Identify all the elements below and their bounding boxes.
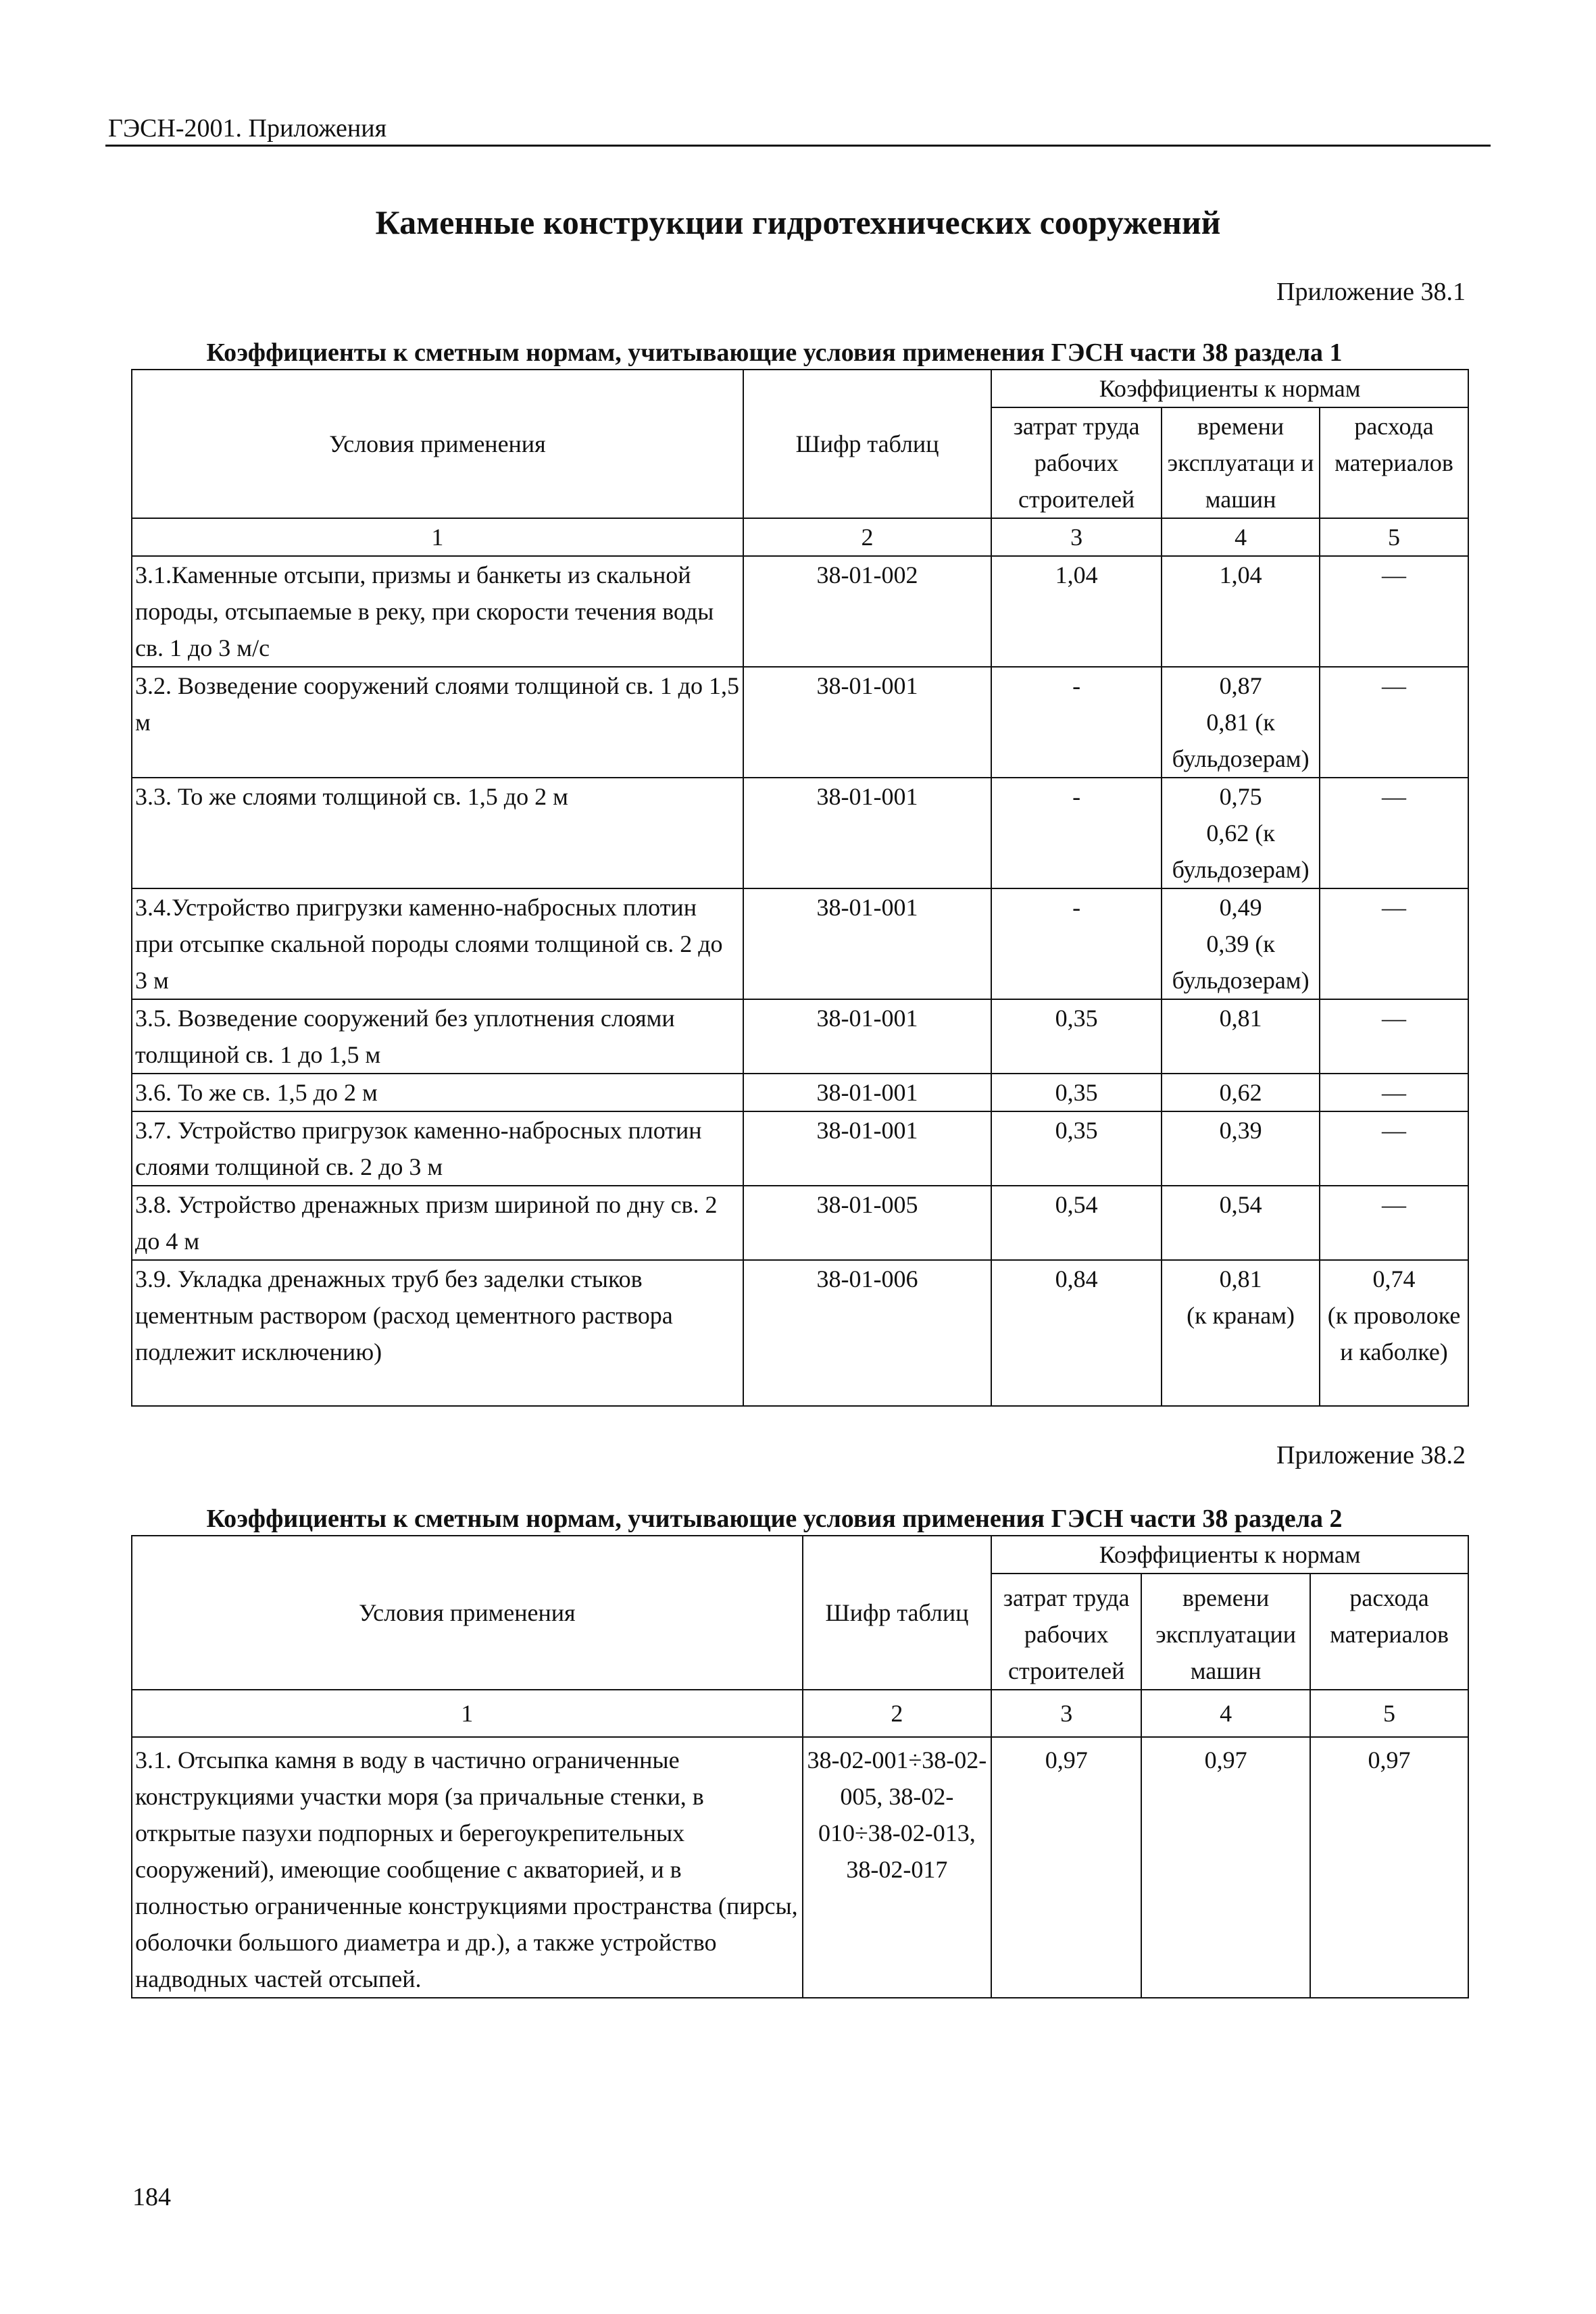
cell-materials: 0,97 [1310,1737,1468,1998]
cell-labor: 0,35 [991,999,1162,1074]
column-number: 3 [991,518,1162,556]
page-title: Каменные конструкции гидротехнических сооружений [375,203,1221,241]
cell-machines: 1,04 [1162,556,1320,667]
cell-materials: — [1320,1074,1468,1111]
table-row [132,556,1468,667]
cell-code: 38-01-001 [743,778,992,888]
cell-conditions: 3.8. Устройство дренажных призм шириной по дну св. 2 до 4 м [132,1186,743,1260]
cell-labor: 0,84 [991,1260,1162,1406]
header-materials: расхода материалов [1310,1574,1468,1690]
cell-machines: 0,97 [1141,1737,1310,1998]
cell-materials: — [1320,888,1468,999]
column-number: 4 [1162,518,1320,556]
cell-machines: 0,81 (к кранам) [1162,1260,1320,1406]
cell-conditions: 3.2. Возведение сооружений слоями толщиной св. 1 до 1,5 м [132,667,743,778]
cell-labor: 0,35 [991,1111,1162,1186]
cell-materials: — [1320,1186,1468,1260]
column-number: 4 [1141,1690,1310,1737]
cell-code: 38-01-005 [743,1186,992,1260]
cell-labor: 1,04 [991,556,1162,667]
cell-machines: 0,75 0,62 (к бульдозерам) [1162,778,1320,888]
header-coefficients: Коэффициенты к нормам [991,1536,1468,1574]
cell-conditions: 3.3. То же слоями толщиной св. 1,5 до 2 м [132,778,743,888]
cell-code: 38-02-001÷38-02-005, 38-02-010÷38-02-013, 38-02-017 [803,1737,992,1998]
cell-materials: 0,74 (к проволоке и каболке) [1320,1260,1468,1406]
cell-code: 38-01-001 [743,1074,992,1111]
cell-materials: — [1320,999,1468,1074]
header-code: Шифр таблиц [743,370,992,518]
cell-code: 38-01-001 [743,1111,992,1186]
table-row [132,999,1468,1074]
table-row [132,778,1468,888]
header-labor: затрат труда рабочих строителей [991,1574,1141,1690]
header-materials: расхода материалов [1320,407,1468,518]
column-number: 1 [132,518,743,556]
cell-machines: 0,54 [1162,1186,1320,1260]
appendix-38-1-caption: Коэффициенты к сметным нормам, учитывающие условия применения ГЭСН части 38 раздела 1 [206,338,1343,367]
column-numbers-row [132,518,1468,556]
table-row [132,667,1468,778]
header-conditions: Условия применения [132,1536,803,1690]
cell-code: 38-01-002 [743,556,992,667]
table-row [132,1737,1468,1998]
cell-machines: 0,39 [1162,1111,1320,1186]
cell-labor: 0,54 [991,1186,1162,1260]
cell-conditions: 3.4.Устройство пригрузки каменно-набросных плотин при отсыпке скальной породы слоями толщиной св. 2 до 3 м [132,888,743,999]
header-machines: времени эксплуатации машин [1141,1574,1310,1690]
header-labor: затрат труда рабочих строителей [991,407,1162,518]
appendix-38-2-caption: Коэффициенты к сметным нормам, учитывающие условия применения ГЭСН части 38 раздела 2 [206,1505,1343,1533]
cell-materials: — [1320,667,1468,778]
column-number: 2 [803,1690,992,1737]
running-head: ГЭСН-2001. Приложения [108,114,387,143]
coefficients-table-section-2 [131,1535,1469,1998]
column-numbers-row [132,1690,1468,1737]
appendix-38-2-label: Приложение 38.2 [1276,1441,1466,1469]
cell-conditions: 3.7. Устройство пригрузок каменно-набросных плотин слоями толщиной св. 2 до 3 м [132,1111,743,1186]
cell-machines: 0,49 0,39 (к бульдозерам) [1162,888,1320,999]
cell-code: 38-01-001 [743,999,992,1074]
cell-code: 38-01-001 [743,888,992,999]
header-conditions: Условия применения [132,370,743,518]
cell-conditions: 3.1.Каменные отсыпи, призмы и банкеты из скальной породы, отсыпаемые в реку, при скорости течения воды св. 1 до 3 м/с [132,556,743,667]
cell-conditions: 3.9. Укладка дренажных труб без заделки стыков цементным раствором (расход цементного раствора подлежит исключению) [132,1260,743,1406]
header-code: Шифр таблиц [803,1536,992,1690]
table-row [132,1074,1468,1111]
coefficients-table-section-1 [131,369,1469,1407]
cell-conditions: 3.1. Отсыпка камня в воду в частично ограниченные конструкциями участки моря (за причальные стенки, в открытые пазухи подпорных и берегоукрепительных сооружений), имеющие сообщение с акваторией, и в полностью ограниченные конструкциями пространства (пирсы, оболочки большого диаметра и др.), а также устройство надводных частей отсыпей. [132,1737,803,1998]
cell-materials: — [1320,778,1468,888]
column-number: 5 [1320,518,1468,556]
table-row [132,1111,1468,1186]
cell-conditions: 3.6. То же св. 1,5 до 2 м [132,1074,743,1111]
cell-machines: 0,81 [1162,999,1320,1074]
cell-labor: 0,35 [991,1074,1162,1111]
column-number: 3 [991,1690,1141,1737]
header-machines: времени эксплуатаци и машин [1162,407,1320,518]
cell-labor: 0,97 [991,1737,1141,1998]
table-row [132,1186,1468,1260]
cell-code: 38-01-006 [743,1260,992,1406]
column-number: 5 [1310,1690,1468,1737]
cell-materials: — [1320,556,1468,667]
cell-labor: - [991,667,1162,778]
table-row [132,888,1468,999]
cell-code: 38-01-001 [743,667,992,778]
cell-machines: 0,87 0,81 (к бульдозерам) [1162,667,1320,778]
header-coefficients: Коэффициенты к нормам [991,370,1468,407]
cell-machines: 0,62 [1162,1074,1320,1111]
column-number: 1 [132,1690,803,1737]
cell-conditions: 3.5. Возведение сооружений без уплотнения слоями толщиной св. 1 до 1,5 м [132,999,743,1074]
cell-materials: — [1320,1111,1468,1186]
cell-labor: - [991,888,1162,999]
page-number: 184 [132,2183,171,2211]
table-row [132,1260,1468,1406]
header-rule [105,145,1491,147]
column-number: 2 [743,518,992,556]
appendix-38-1-label: Приложение 38.1 [1276,278,1466,306]
cell-labor: - [991,778,1162,888]
